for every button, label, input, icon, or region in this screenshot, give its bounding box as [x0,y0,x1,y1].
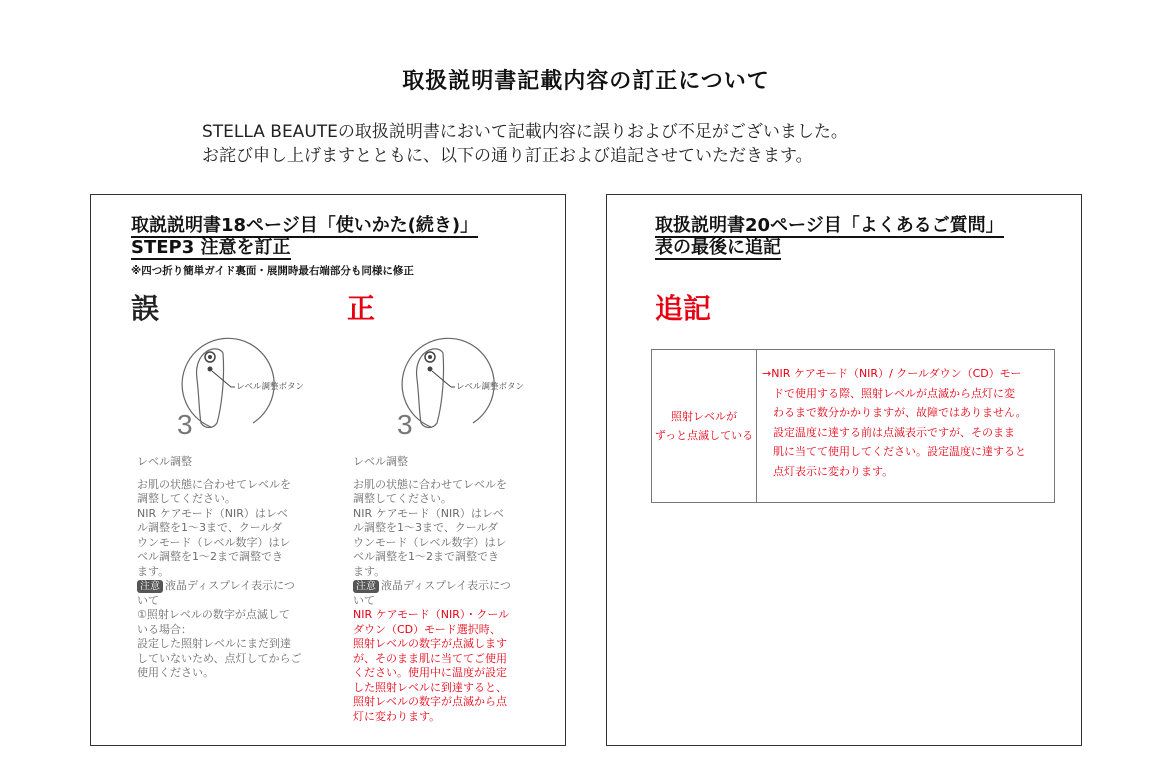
text-line: ①照射レベルの数字が点滅して [137,608,290,621]
text-line: ずっと点滅している [654,429,754,442]
page-title: 取扱説明書記載内容の訂正について [402,69,770,94]
text-line: ベル調整を1～2まで調整でき [137,550,283,563]
section-heading: レベル調整 [353,455,408,468]
intro-line: お詫び申し上げますとともに、以下の通り訂正および追記させていただきます。 [202,146,813,166]
text-line: いて [353,593,375,607]
addition-panel [606,194,1082,746]
text-line: 設定した照射レベルにまだ到達 [137,637,291,650]
text-line: ドで使用する際、照射レベルが点滅から点灯に変 [762,386,1015,400]
panel-title-line: 取扱説明書20ページ目「よくあるご質問」 [655,215,1004,236]
text-line: 液晶ディスプレイ表示につ [381,579,511,592]
faq-table [651,349,1055,503]
text-line: NIR ケアモード（NIR）はレベ [137,506,288,520]
text-line: 照射レベルが [671,410,737,423]
wrong-label: 誤 [131,292,160,325]
text-line: 使用ください。 [137,666,214,679]
panel-title-line: 表の最後に追記 [655,237,781,258]
correct-label: 正 [347,292,376,325]
caution-line [353,579,523,594]
correct-text [353,455,523,724]
step-number: 3 [177,409,193,440]
intro-text [202,120,1002,168]
section-heading: レベル調整 [137,455,192,468]
text-line: ます。 [137,564,170,578]
corrected-line: ダウン（CD）モード選択時、 [353,622,501,636]
added-label: 追記 [655,292,712,325]
device-illustration [379,331,559,441]
caution-badge: 注意 [353,580,379,593]
text-line: 肌に当てて使用してください。設定温度に達すると [762,445,1026,458]
text-line: いる場合： [137,622,192,636]
device-illustration [159,331,339,441]
panel-title-line: STEP3 注意を訂正 [131,237,291,258]
corrected-line: NIR ケアモード（NIR）・クール [353,608,510,621]
text-line: ル調整を1～3まで、クールダ [353,521,499,534]
corrected-line: 照射レベルの数字が点滅から点 [353,695,507,708]
text-line: いて [137,593,159,607]
text-line: NIR ケアモード（NIR）はレベ [353,506,504,520]
step-number: 3 [397,409,413,440]
text-line: 点灯表示に変わります。 [762,464,894,478]
text-line: 調整してください。 [137,492,236,505]
panel-title [131,215,478,259]
text-line: していないため、点灯してからご [137,651,302,665]
corrected-line: 灯に変わります。 [353,709,441,723]
panel-title-line: 取説説明書18ページ目「使いかた(続き)」 [131,215,479,236]
corrected-line: した照射レベルに到達すると、 [353,680,507,694]
text-line: 液晶ディスプレイ表示につ [165,579,295,592]
text-line: 設定温度に達する前は点滅表示ですが、そのまま [762,425,1015,439]
caution-badge: 注意 [137,580,163,593]
panel-title [655,215,1004,259]
text-line: →NIR ケアモード（NIR）/ クールダウン（CD）モー [762,367,1022,380]
text-line: ます。 [353,564,386,578]
text-line: わるまで数分かかりますが、故障ではありません。 [762,406,1027,419]
faq-answer-cell [762,364,1050,481]
device-button-label: レベル調整ボタン [456,382,525,392]
correction-panel [90,194,566,746]
panel-note: ※四つ折り簡単ガイド裏面・展開時最右端部分も同様に修正 [131,265,414,277]
text-line: ウンモード（レベル数字）はレ [353,535,507,549]
faq-question-cell [652,350,757,502]
text-line: ベル調整を1～2まで調整でき [353,550,499,563]
intro-line: STELLA BEAUTEの取扱説明書において記載内容に誤りおよび不足がございました。 [202,122,848,142]
text-line: ウンモード（レベル数字）はレ [137,535,291,549]
text-line: お肌の状態に合わせてレベルを [353,477,507,491]
text-line: ル調整を1～3まで、クールダ [137,521,283,534]
corrected-line: ください。使用中に温度が設定 [353,666,507,679]
device-button-label: レベル調整ボタン [236,382,305,392]
text-line: お肌の状態に合わせてレベルを [137,477,291,491]
wrong-text [137,455,307,681]
corrected-line: が、そのまま肌に当ててご使用 [353,651,507,665]
text-line: 調整してください。 [353,492,452,505]
corrected-line: 照射レベルの数字が点滅します [353,637,507,650]
caution-line [137,579,307,594]
